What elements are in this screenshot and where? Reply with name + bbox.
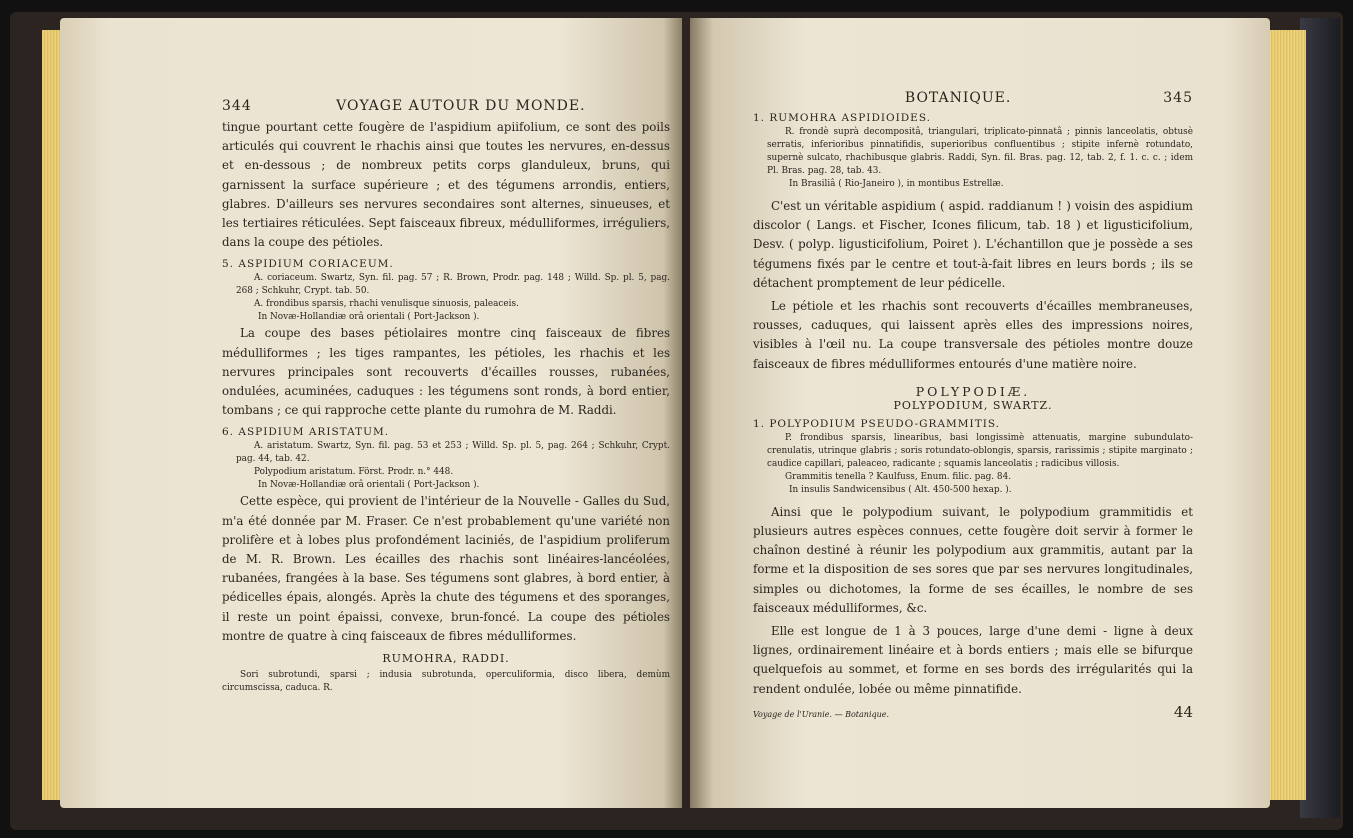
latin-diagnosis: R. frondè suprà decompositâ, triangulari, triplicato-pinnatâ ; pinnis lanceolatis, obtusè serratis, inferioribus pinnatifidis, superioribus confluentibus ; stipite infernè rotundato, supernè sulcato, rhachibusque glabris. Raddi, Syn. fil. Bras. pag. 12, tab. 2, f. 1. c. c. ; idem Pl. Bras. pag. 28, tab. 43. bbox=[767, 127, 1193, 176]
page-footer bbox=[753, 703, 1193, 721]
latin-diagnosis: A. frondibus sparsis, rhachi venulisque sinuosis, paleaceis. bbox=[254, 299, 519, 310]
latin-locality: In insulis Sandwicensibus ( Alt. 450-500 hexap. ). bbox=[789, 484, 1012, 495]
genus-description: Sori subrotundi, sparsi ; indusia subrotunda, operculiformia, disco libera, demùm circumscissa, caduca. R. bbox=[222, 670, 670, 694]
right-header bbox=[753, 90, 1193, 106]
paragraph: Elle est longue de 1 à 3 pouces, large d'une demi - ligne à deux lignes, ordinairement linéaire et à bords entiers ; mais elle se bifurque quelquefois au sommet, et forme en ses bords des irrégularités qui la rendent ondulée, lobée ou même pinnatifide. bbox=[753, 624, 1193, 696]
book-cover-right bbox=[1300, 18, 1340, 818]
latin-synonym: Grammitis tenella ? Kaulfuss, Enum. filic. pag. 84. bbox=[785, 471, 1012, 482]
signature-number: 44 bbox=[1173, 702, 1193, 721]
left-header bbox=[222, 98, 670, 114]
paragraph: La coupe des bases pétiolaires montre cinq faisceaux de fibres médulliformes ; les tiges rampantes, les pétioles, les rhachis et les nervures principales sont recouverts d'écailles rousses, rubanées, ondulées, acuminées, caduques : les tégumens sont ronds, à bord entier, tombans ; ce qui rapproche cette plante du rumohra de M. Raddi. bbox=[222, 326, 670, 418]
running-title: VOYAGE AUTOUR DU MONDE. bbox=[336, 98, 586, 114]
right-page bbox=[690, 18, 1270, 808]
left-page-content bbox=[222, 98, 670, 695]
species-heading: 1. RUMOHRA ASPIDIOIDES. bbox=[753, 112, 932, 124]
page-edges-right bbox=[1266, 30, 1306, 800]
genus-heading: POLYPODIUM, SWARTZ. bbox=[893, 398, 1053, 412]
page-number: 345 bbox=[1163, 90, 1193, 106]
paragraph: Cette espèce, qui provient de l'intérieur de la Nouvelle - Galles du Sud, m'a été donnée par M. Fraser. Ce n'est probablement qu'une variété non prolifère et à lobes plus profondément laciniés, de l'aspidium proliferum de M. R. Brown. Les écailles des rhachis sont linéaires-lancéolées, rubanées, frangées à la base. Ses tégumens sont glabres, à bord entier, à pédicelles épais, alongés. Après la chute des tégumens et des sporanges, il reste un point épaissi, convexe, brun-foncé. La coupe des pétioles montre de quatre à cinq faisceaux de fibres médulliformes. bbox=[222, 494, 670, 643]
running-title: BOTANIQUE. bbox=[904, 90, 1012, 106]
species-heading: 6. ASPIDIUM ARISTATUM. bbox=[222, 426, 390, 439]
latin-locality: In Brasiliâ ( Rio-Janeiro ), in montibus Estrellæ. bbox=[789, 179, 1004, 189]
species-heading: 1. POLYPODIUM PSEUDO-GRAMMITIS. bbox=[753, 417, 1001, 430]
latin-diagnosis: P. frondibus sparsis, linearibus, basi longissimè attenuatis, margine subundulato-crenulatis, utrinque glabris ; soris rotundato-oblongis, sparsis, rarissimis ; stipite marginato ; caudice capillari, paleaceo, radicante ; squamis lanceolatis ; radicibus villosis. bbox=[767, 432, 1193, 469]
page-number: 344 bbox=[222, 98, 252, 114]
paragraph: tingue pourtant cette fougère de l'aspidium apiifolium, ce sont des poils articulés qui couvrent le rhachis ainsi que toutes les nervures, en-dessus et en-dessous ; de nombreux petits corps glanduleux, bruns, qui garnissent la surface supérieure ; et des tégumens arrondis, entiers, glabres. D'ailleurs ses nervures secondaires sont alternes, sinueuses, et les tertiaires réticulées. Sept faisceaux fibreux, médulliformes, irréguliers, dans la coupe des pétioles. bbox=[222, 120, 670, 250]
right-page-content bbox=[753, 90, 1193, 721]
genus-heading: RUMOHRA, RADDI. bbox=[382, 652, 510, 666]
species-heading: 5. ASPIDIUM CORIACEUM. bbox=[222, 258, 394, 271]
left-page bbox=[60, 18, 682, 808]
latin-locality: In Novæ-Hollandiæ orâ orientali ( Port-Jackson ). bbox=[258, 480, 480, 491]
paragraph: C'est un véritable aspidium ( aspid. raddianum ! ) voisin des aspidium discolor ( Langs. et Fischer, Icones filicum, tab. 18 ) et ligusticifolium, Desv. ( polyp. ligusticifolium, Poiret ). L'échantillon que je possède a ses tégumens fixés par le centre et tout-à-fait libres en leurs bords ; ils se détachent promptement de leur pédicelle. bbox=[753, 199, 1193, 290]
latin-locality: In Novæ-Hollandiæ orâ orientali ( Port-Jackson ). bbox=[258, 312, 480, 323]
latin-citation: A. aristatum. Swartz, Syn. fil. pag. 53 et 253 ; Willd. Sp. pl. 5, pag. 264 ; Schkuhr, Crypt. pag. 44, tab. 42. bbox=[236, 441, 670, 465]
family-heading: POLYPODIÆ. bbox=[915, 383, 1031, 399]
paragraph: Ainsi que le polypodium suivant, le polypodium grammitidis et plusieurs autres espèces connues, cette fougère doit servir à former le chaînon destiné à réunir les polypodium aux grammitis, autant par la forme et la disposition de ses sores que par ses nervures longitudinales, simples ou dichotomes, la forme de ses écailles, le nombre de ses faisceaux médulliformes, &c. bbox=[753, 504, 1193, 615]
paragraph: Le pétiole et les rhachis sont recouverts d'écailles membraneuses, rousses, caduques, qui laissent après elles des impressions noires, visibles à l'œil nu. La coupe transversale des pétioles montre douze faisceaux de fibres médulliformes entourés d'une matière noire. bbox=[753, 299, 1193, 371]
footer-signature: Voyage de l'Uranie. — Botanique. bbox=[753, 709, 890, 719]
latin-synonym: Polypodium aristatum. Först. Prodr. n.° 448. bbox=[254, 467, 454, 478]
latin-citation: A. coriaceum. Swartz, Syn. fil. pag. 57 ; R. Brown, Prodr. pag. 148 ; Willd. Sp. pl. 5, pag. 268 ; Schkuhr, Crypt. tab. 50. bbox=[236, 273, 670, 297]
